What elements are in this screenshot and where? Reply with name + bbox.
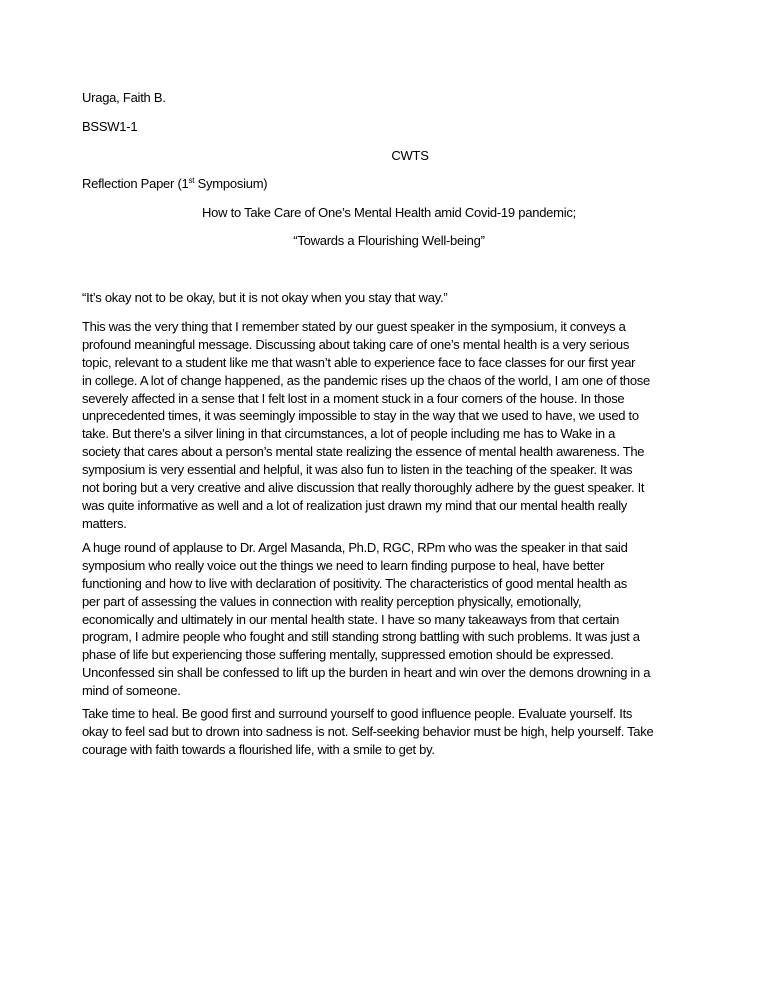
paper-type-prefix: Reflection Paper (1 <box>82 176 189 191</box>
paragraph-line: take. But there’s a silver lining in that circumstances, a lot of people including me has to Wake in a <box>82 426 616 442</box>
paragraph-line: program, I admire people who fought and still standing strong battling with such problems. It was just a <box>82 629 640 645</box>
paragraph-line: per part of assessing the values in connection with reality perception physically, emotionally, <box>82 593 582 609</box>
paragraph-line: matters. <box>82 515 127 531</box>
paragraph-line: was quite informative as well and a lot of realization just drawn my mind that our mental health really <box>82 497 627 513</box>
course-name: CWTS <box>391 148 429 163</box>
paragraph-line: society that cares about a person’s mental state realizing the essence of mental health awareness. The <box>82 444 645 460</box>
paper-title: How to Take Care of One’s Mental Health amid Covid-19 pandemic; <box>202 205 576 220</box>
paragraph-line: not boring but a very creative and alive discussion that really thoroughly adhere by the guest speaker. It <box>82 480 645 496</box>
paragraph-line: profound meaningful message. Discussing about taking care of one’s mental health is a very serious <box>82 336 630 352</box>
paragraph-1 <box>82 318 702 533</box>
paragraph-line: A huge round of applause to Dr. Argel Masanda, Ph.D, RGC, RPm who was the speaker in that said <box>82 540 628 555</box>
paragraph-line: mind of someone. <box>82 683 181 699</box>
paragraph-line: courage with faith towards a flourished life, with a smile to get by. <box>82 741 435 757</box>
paper-type-suffix: Symposium) <box>194 176 268 191</box>
paragraph-3 <box>82 705 702 759</box>
paragraph-line: topic, relevant to a student like me that wasn’t able to experience face to face classes for our first year <box>82 354 636 370</box>
paragraph-line: symposium who really voice out the things we need to learn finding purpose to heal, have better <box>82 557 605 573</box>
paper-subtitle: “Towards a Flourishing Well-being” <box>293 233 485 248</box>
paragraph-line: symposium is very essential and helpful, it was also fun to listen in the teaching of the speaker. It was <box>82 462 633 478</box>
paragraph-line: unprecedented times, it was seemingly impossible to stay in the way that we used to have, we used to <box>82 408 639 424</box>
paragraph-line: This was the very thing that I remember stated by our guest speaker in the symposium, it conveys a <box>82 319 626 334</box>
paragraph-line: Unconfessed sin shall be confessed to lift up the burden in heart and win over the demons drowning in a <box>82 665 651 681</box>
paragraph-line: functioning and how to live with declaration of positivity. The characteristics of good mental health as <box>82 575 627 591</box>
author-name: Uraga, Faith B. <box>82 90 166 105</box>
paper-type-sup: st <box>188 176 195 185</box>
section-code: BSSW1-1 <box>82 119 138 134</box>
paragraph-line: Take time to heal. Be good first and surround yourself to good influence people. Evaluate yourself. Its <box>82 706 633 721</box>
paragraph-line: phase of life but experiencing those suffering mentally, suppressed emotion should be expressed. <box>82 647 614 663</box>
paragraph-line: in college. A lot of change happened, as the pandemic rises up the chaos of the world, I am one of those <box>82 372 650 388</box>
paragraph-line: okay to feel sad but to drown into sadness is not. Self-seeking behavior must be high, help yourself. Take <box>82 723 654 739</box>
paper-type <box>82 175 267 193</box>
paragraph-2 <box>82 539 702 700</box>
paragraph-line: severely affected in a sense that I felt lost in a moment stuck in a four corners of the house. In those <box>82 390 625 406</box>
opening-quote: “It’s okay not to be okay, but it is not okay when you stay that way.” <box>82 290 448 305</box>
paragraph-line: economically and ultimately in our mental health state. I have so many takeaways from that certain <box>82 611 620 627</box>
